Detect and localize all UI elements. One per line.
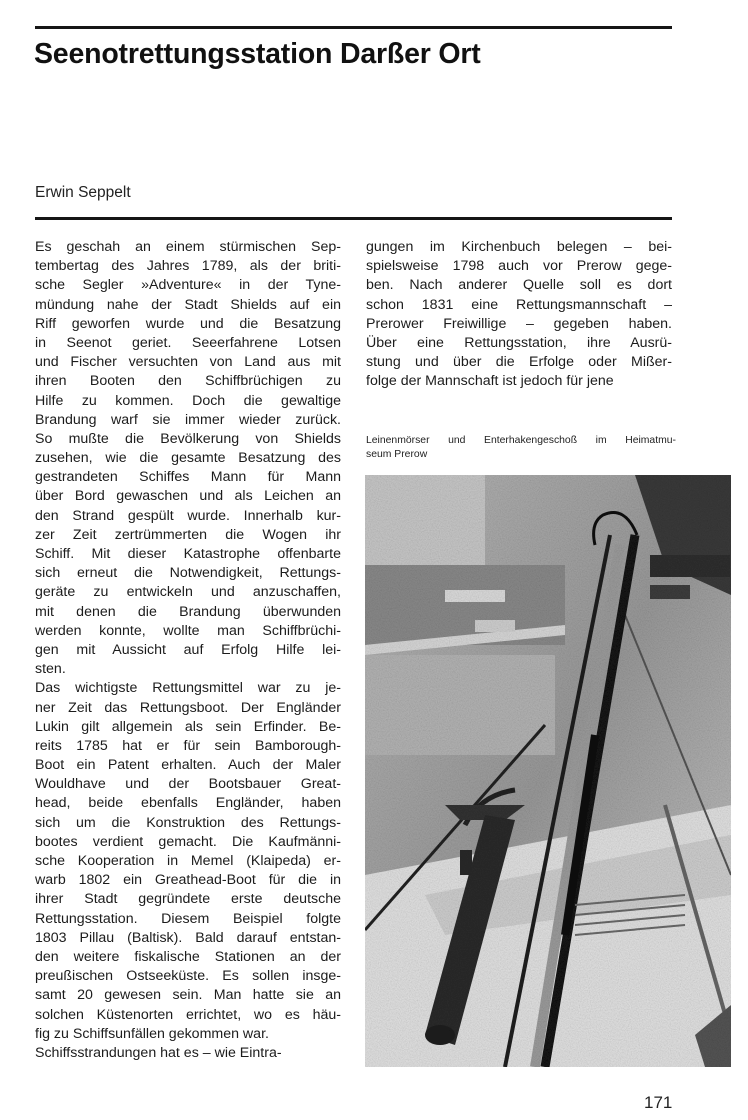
text-line: Das wichtigste Rettungsmittel war zu je- — [35, 680, 341, 697]
article-title: Seenotrettungsstation Darßer Ort — [34, 38, 481, 70]
text-line: ihrer Stadt gegründete erste deutsche — [35, 891, 341, 908]
text-line: spielsweise 1798 auch vor Prerow gege- — [366, 258, 672, 275]
page-number: 171 — [644, 1093, 673, 1112]
text-line: mündung nahe der Stadt Shields auf ein — [35, 296, 341, 313]
text-line: sich um die Konstruktion des Rettungs- — [35, 814, 341, 831]
photo-illustration — [365, 475, 731, 1067]
text-line: sten. — [35, 661, 66, 678]
text-line: Lukin gilt allgemein als sein Erfinder. Be- — [35, 718, 341, 735]
text-line: Hilfe zu kommen. Doch die gewaltige — [35, 392, 341, 409]
text-line: sche Kooperation in Memel (Klaipeda) er- — [35, 853, 341, 869]
text-line: sche Segler »Adventure« in der Tyne- — [35, 277, 341, 294]
text-line: gestrandeten Schiffes Mann für Mann — [35, 469, 341, 486]
text-line: in Seenot geriet. Seeerfahrene Lotsen — [35, 334, 341, 351]
text-line: über Bord gewaschen und als Leichen an — [35, 488, 341, 505]
text-line: schon 1831 eine Rettungsmannschaft – — [366, 296, 672, 313]
text-line: seum Prerow — [366, 448, 428, 460]
text-line: warb 1802 ein Greathead-Boot für die in — [35, 872, 341, 889]
text-line: zer Zeit zertrümmerten die Wogen ihr — [35, 526, 341, 543]
text-line: preußischen Ostseeküste. Es sollen insge- — [35, 968, 341, 985]
header-bottom-rule — [35, 217, 672, 220]
text-line: Leinenmörser und Enterhakengeschoß im Heimatmu- — [366, 435, 676, 446]
text-line: geräte zu entwickeln und anzuschaffen, — [35, 584, 341, 601]
museum-photo — [365, 475, 731, 1067]
text-line: den weitere fiskalische Stationen an der — [35, 948, 341, 965]
text-line: Boot ein Patent erhalten. Auch der Maler — [35, 757, 341, 774]
text-line: ihren Booten den Schiffbrüchigen zu — [35, 373, 341, 390]
text-line: Riff geworfen wurde und die Besatzung — [35, 315, 341, 332]
text-line: folge der Mannschaft ist jedoch für jene — [366, 373, 614, 390]
text-line: fig zu Schiffsunfällen gekommen war. — [35, 1025, 269, 1042]
text-column-right — [366, 238, 672, 392]
text-line: bootes verdient gemacht. Die Kaufmänni- — [35, 833, 341, 850]
top-rule — [35, 26, 672, 29]
text-line: tembertag des Jahres 1789, als der briti- — [35, 258, 341, 275]
text-line: mit denen die Brandung überwunden — [35, 603, 341, 620]
text-line: Schiffsstrandungen hat es – wie Eintra- — [35, 1044, 282, 1061]
text-line: und Fischer versuchten von Land aus mit — [35, 354, 341, 371]
text-line: reits 1785 hat er für sein Bamborough- — [35, 737, 341, 754]
text-line: Rettungsstation. Diesem Beispiel folgte — [35, 910, 341, 927]
text-line: sich erneut die Notwendigkeit, Rettungs- — [35, 565, 341, 582]
text-line: 1803 Pillau (Baltisk). Bald darauf entstan- — [35, 929, 341, 946]
text-line: gungen im Kirchenbuch belegen – bei- — [366, 239, 672, 255]
text-line: den Strand gespült wurde. Innerhalb kur- — [35, 507, 341, 524]
text-line: Über eine Rettungsstation, ihre Ausrü- — [366, 334, 672, 351]
text-column-left — [35, 238, 341, 1063]
text-line: samt 20 gewesen sein. Man hatte sie an — [35, 987, 341, 1004]
text-line: Es geschah an einem stürmischen Sep- — [35, 239, 341, 255]
text-line: zusehen, wie die gesamte Besatzung des — [35, 450, 341, 467]
text-line: Prerower Freiwillige – gegeben haben. — [366, 315, 672, 332]
text-line: Schiff. Mit dieser Katastrophe offenbarte — [35, 546, 341, 562]
text-line: ner Zeit das Rettungsboot. Der Engländer — [35, 699, 341, 716]
text-line: head, beide ebenfalls Engländer, haben — [35, 795, 341, 812]
article-author: Erwin Seppelt — [35, 184, 131, 201]
text-line: werden konnte, wollte man Schiffbrüchi- — [35, 622, 341, 639]
text-line: So mußte die Bevölkerung von Shields — [35, 430, 341, 447]
figure-caption — [366, 434, 676, 461]
text-line: Brandung warf sie immer wieder zurück. — [35, 411, 341, 428]
text-line: Wouldhave und der Bootsbauer Great- — [35, 776, 341, 793]
text-line: solchen Küstenorten errichtet, wo es häu- — [35, 1006, 341, 1023]
text-line: stung und über die Erfolge oder Mißer- — [366, 354, 672, 371]
text-line: gen mit Aussicht auf Erfolg Hilfe lei- — [35, 641, 341, 658]
text-line: ben. Nach anderer Quelle soll es dort — [366, 277, 672, 294]
